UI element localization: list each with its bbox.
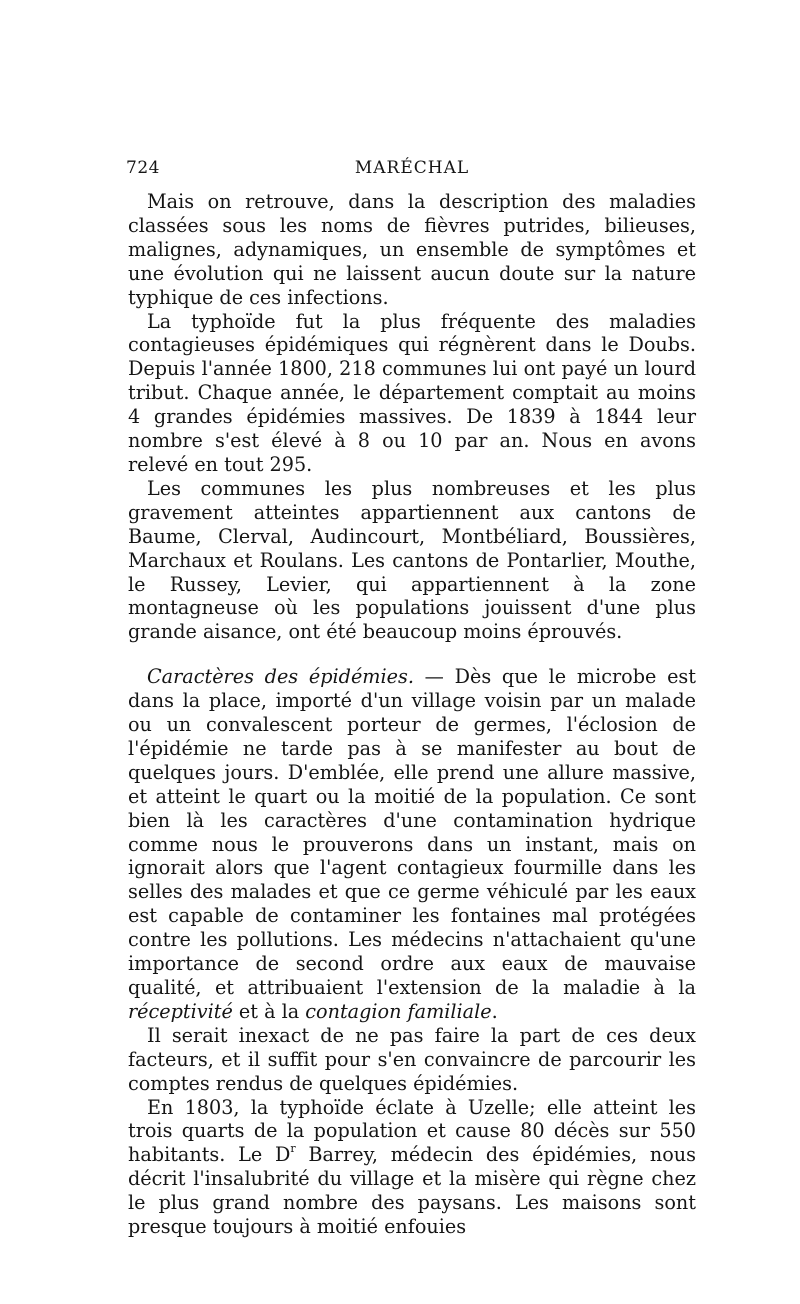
paragraph-fever-classification: Mais on retrouve, dans la description des maladies classées sous les noms de fièvres putrides, bilieuses, malignes, adynamiques, un ensemble de symptômes et une évolution qui ne laissent aucun doute sur la nature typhique de ces infections. [128, 190, 696, 309]
paragraph-text: Barrey, médecin des épidémies, nous décrit l'insalubrité du village et la misère qui règne chez le plus grand nombre des paysans. Les maisons sont presque toujours à moitié enfouies [128, 1143, 696, 1239]
term-receptivity: réceptivité [128, 999, 233, 1023]
heading-dash: — [413, 665, 455, 689]
doctor-abbrev-superscript: r [290, 1142, 296, 1156]
paragraph-two-factors: Il serait inexact de ne pas faire la part de ces deux facteurs, et il suffit pour s'en convaincre de parcourir les comptes rendus de quelques épidémies. [128, 1023, 696, 1095]
paragraph-text: et à la [232, 999, 306, 1023]
paragraph-affected-cantons: Les communes les plus nombreuses et les plus gravement atteintes appartiennent aux cantons de Baume, Clerval, Audincourt, Montbéliard, Boussières, Marchaux et Roulans. Les cantons de Pontarlier, Mouthe, le Russey, Levier, qui appartiennent à la zone montagneuse où les populations jouissent d'une plus grande aisance, ont été beaucoup moins éprouvés. [128, 476, 696, 644]
running-title: MARÉCHAL [354, 158, 470, 178]
term-family-contagion: contagion familiale [305, 999, 492, 1023]
page-number: 724 [126, 158, 160, 178]
paragraph-epidemic-characteristics [128, 665, 696, 1024]
paragraph-text: Dès que le microbe est dans la place, importé d'un village voisin par un malade ou un convalescent porteur de germes, l'éclosion de l'épidémie ne tarde pas à se manifester au bout de quelques jours. D'emblée, elle prend une allure massive, et atteint le quart ou la moitié de la population. Ce sont bien là les caractères d'une contamination hydrique comme nous le prouverons dans un instant, mais on ignorait alors que l'agent contagieux fourmille dans les selles des malades et que ce germe véhiculé par les eaux est capable de contaminer les fontaines mal protégées contre les pollutions. Les médecins n'attachaient qu'une importance de second ordre aux eaux de mauvaise qualité, et attribuaient l'extension de la maladie à la [128, 665, 696, 999]
paragraph-uzelle-1803 [128, 1096, 696, 1239]
section-heading: Caractères des épidémies. [147, 665, 414, 689]
paragraph-text: . [491, 999, 498, 1023]
paragraph-typhoid-frequency: La typhoïde fut la plus fréquente des maladies contagieuses épidémiques qui régnèrent dans le Doubs. Depuis l'année 1800, 218 communes lui ont payé un lourd tribut. Chaque année, le département comptait au moins 4 grandes épidémies massives. De 1839 à 1844 leur nombre s'est élevé à 8 ou 10 par an. Nous en avons relevé en tout 295. [128, 309, 696, 476]
paragraph-text: En 1803, la typhoïde éclate à Uzelle; elle atteint les trois quarts de la population et cause 80 décès sur 550 habitants. Le D [128, 1095, 696, 1167]
book-page [128, 152, 696, 1239]
running-head [128, 152, 696, 182]
